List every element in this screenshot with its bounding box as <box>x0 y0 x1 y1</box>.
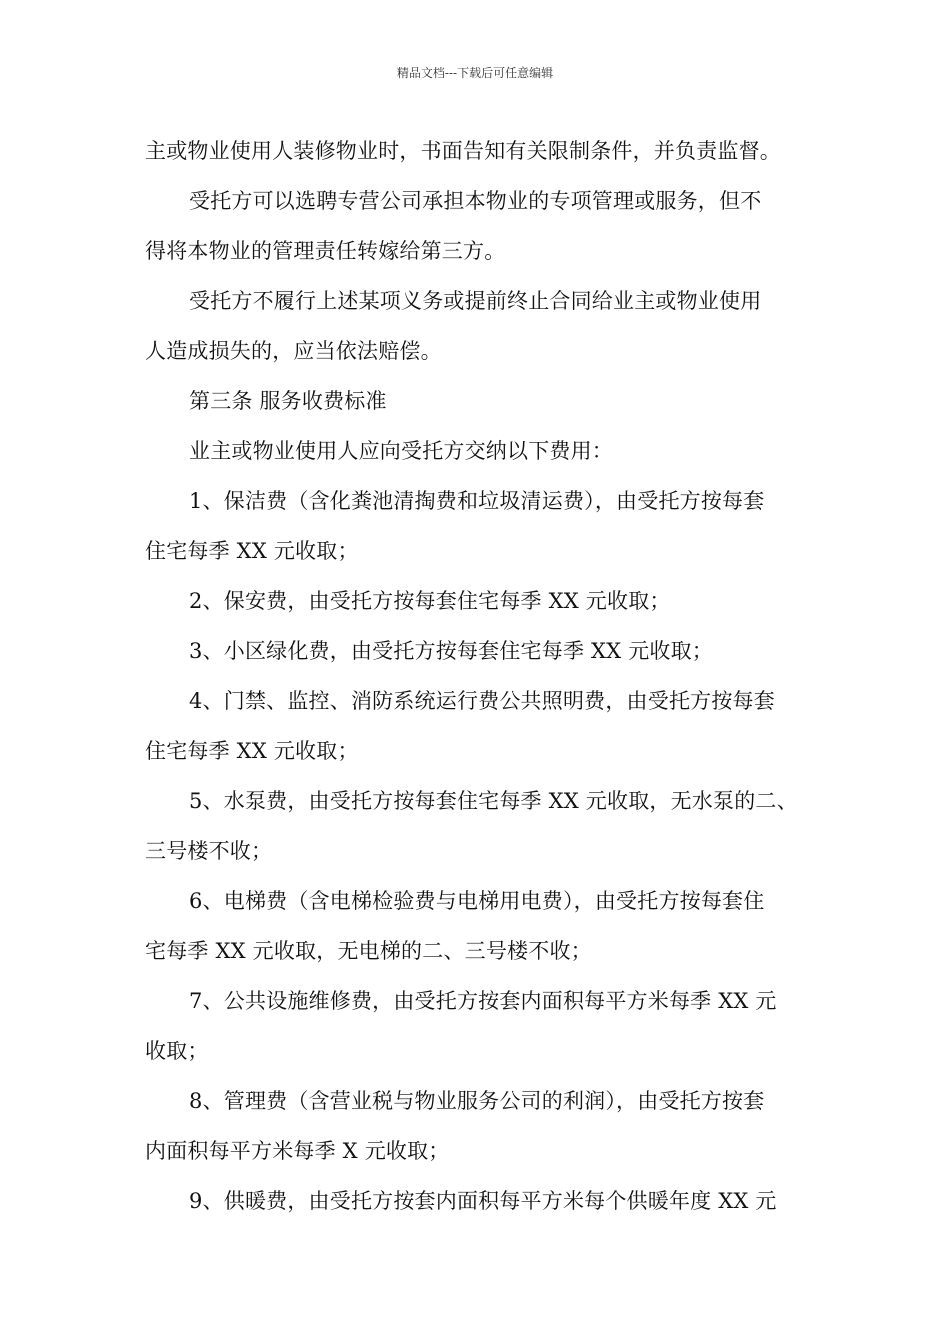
paragraph-start: 业主或物业使用人应向受托方交纳以下费用： <box>189 439 613 463</box>
document-body <box>145 126 825 1226</box>
page-header: 精品文档---下载后可任意编辑 <box>396 66 554 80</box>
fee-item-5: 5、水泵费，由受托方按每套住宅每季 XX 元收取，无水泵的二、 <box>189 789 798 813</box>
text-line: 住宅每季 XX 元收取； <box>145 539 359 563</box>
text-line: 内面积每平方米每季 X 元收取； <box>145 1139 450 1163</box>
text-line: 主或物业使用人装修物业时，书面告知有关限制条件，并负责监督。 <box>145 139 781 163</box>
fee-item-7: 7、公共设施维修费，由受托方按套内面积每平方米每季 XX 元 <box>189 989 777 1013</box>
fee-item-2: 2、保安费，由受托方按每套住宅每季 XX 元收取； <box>189 589 671 613</box>
text-line: 住宅每季 XX 元收取； <box>145 739 359 763</box>
text-line: 宅每季 XX 元收取，无电梯的二、三号楼不收； <box>145 939 592 963</box>
paragraph-start: 受托方不履行上述某项义务或提前终止合同给业主或物业使用 <box>189 289 762 313</box>
fee-item-1: 1、保洁费（含化粪池清掏费和垃圾清运费），由受托方按每套 <box>189 489 765 513</box>
fee-item-4: 4、门禁、监控、消防系统运行费公共照明费，由受托方按每套 <box>189 689 775 713</box>
text-line: 人造成损失的，应当依法赔偿。 <box>145 339 442 363</box>
fee-item-9: 9、供暖费，由受托方按套内面积每平方米每个供暖年度 XX 元 <box>189 1189 777 1213</box>
text-line: 收取； <box>145 1039 209 1063</box>
paragraph-start: 受托方可以选聘专营公司承担本物业的专项管理或服务，但不 <box>189 189 762 213</box>
text-line: 三号楼不收； <box>145 839 273 863</box>
fee-item-8: 8、管理费（含营业税与物业服务公司的利润），由受托方按套 <box>189 1089 765 1113</box>
fee-item-3: 3、小区绿化费，由受托方按每套住宅每季 XX 元收取； <box>189 639 714 663</box>
fee-item-6: 6、电梯费（含电梯检验费与电梯用电费），由受托方按每套住 <box>189 889 765 913</box>
text-line: 得将本物业的管理责任转嫁给第三方。 <box>145 239 506 263</box>
section-heading: 第三条 服务收费标准 <box>189 389 387 413</box>
